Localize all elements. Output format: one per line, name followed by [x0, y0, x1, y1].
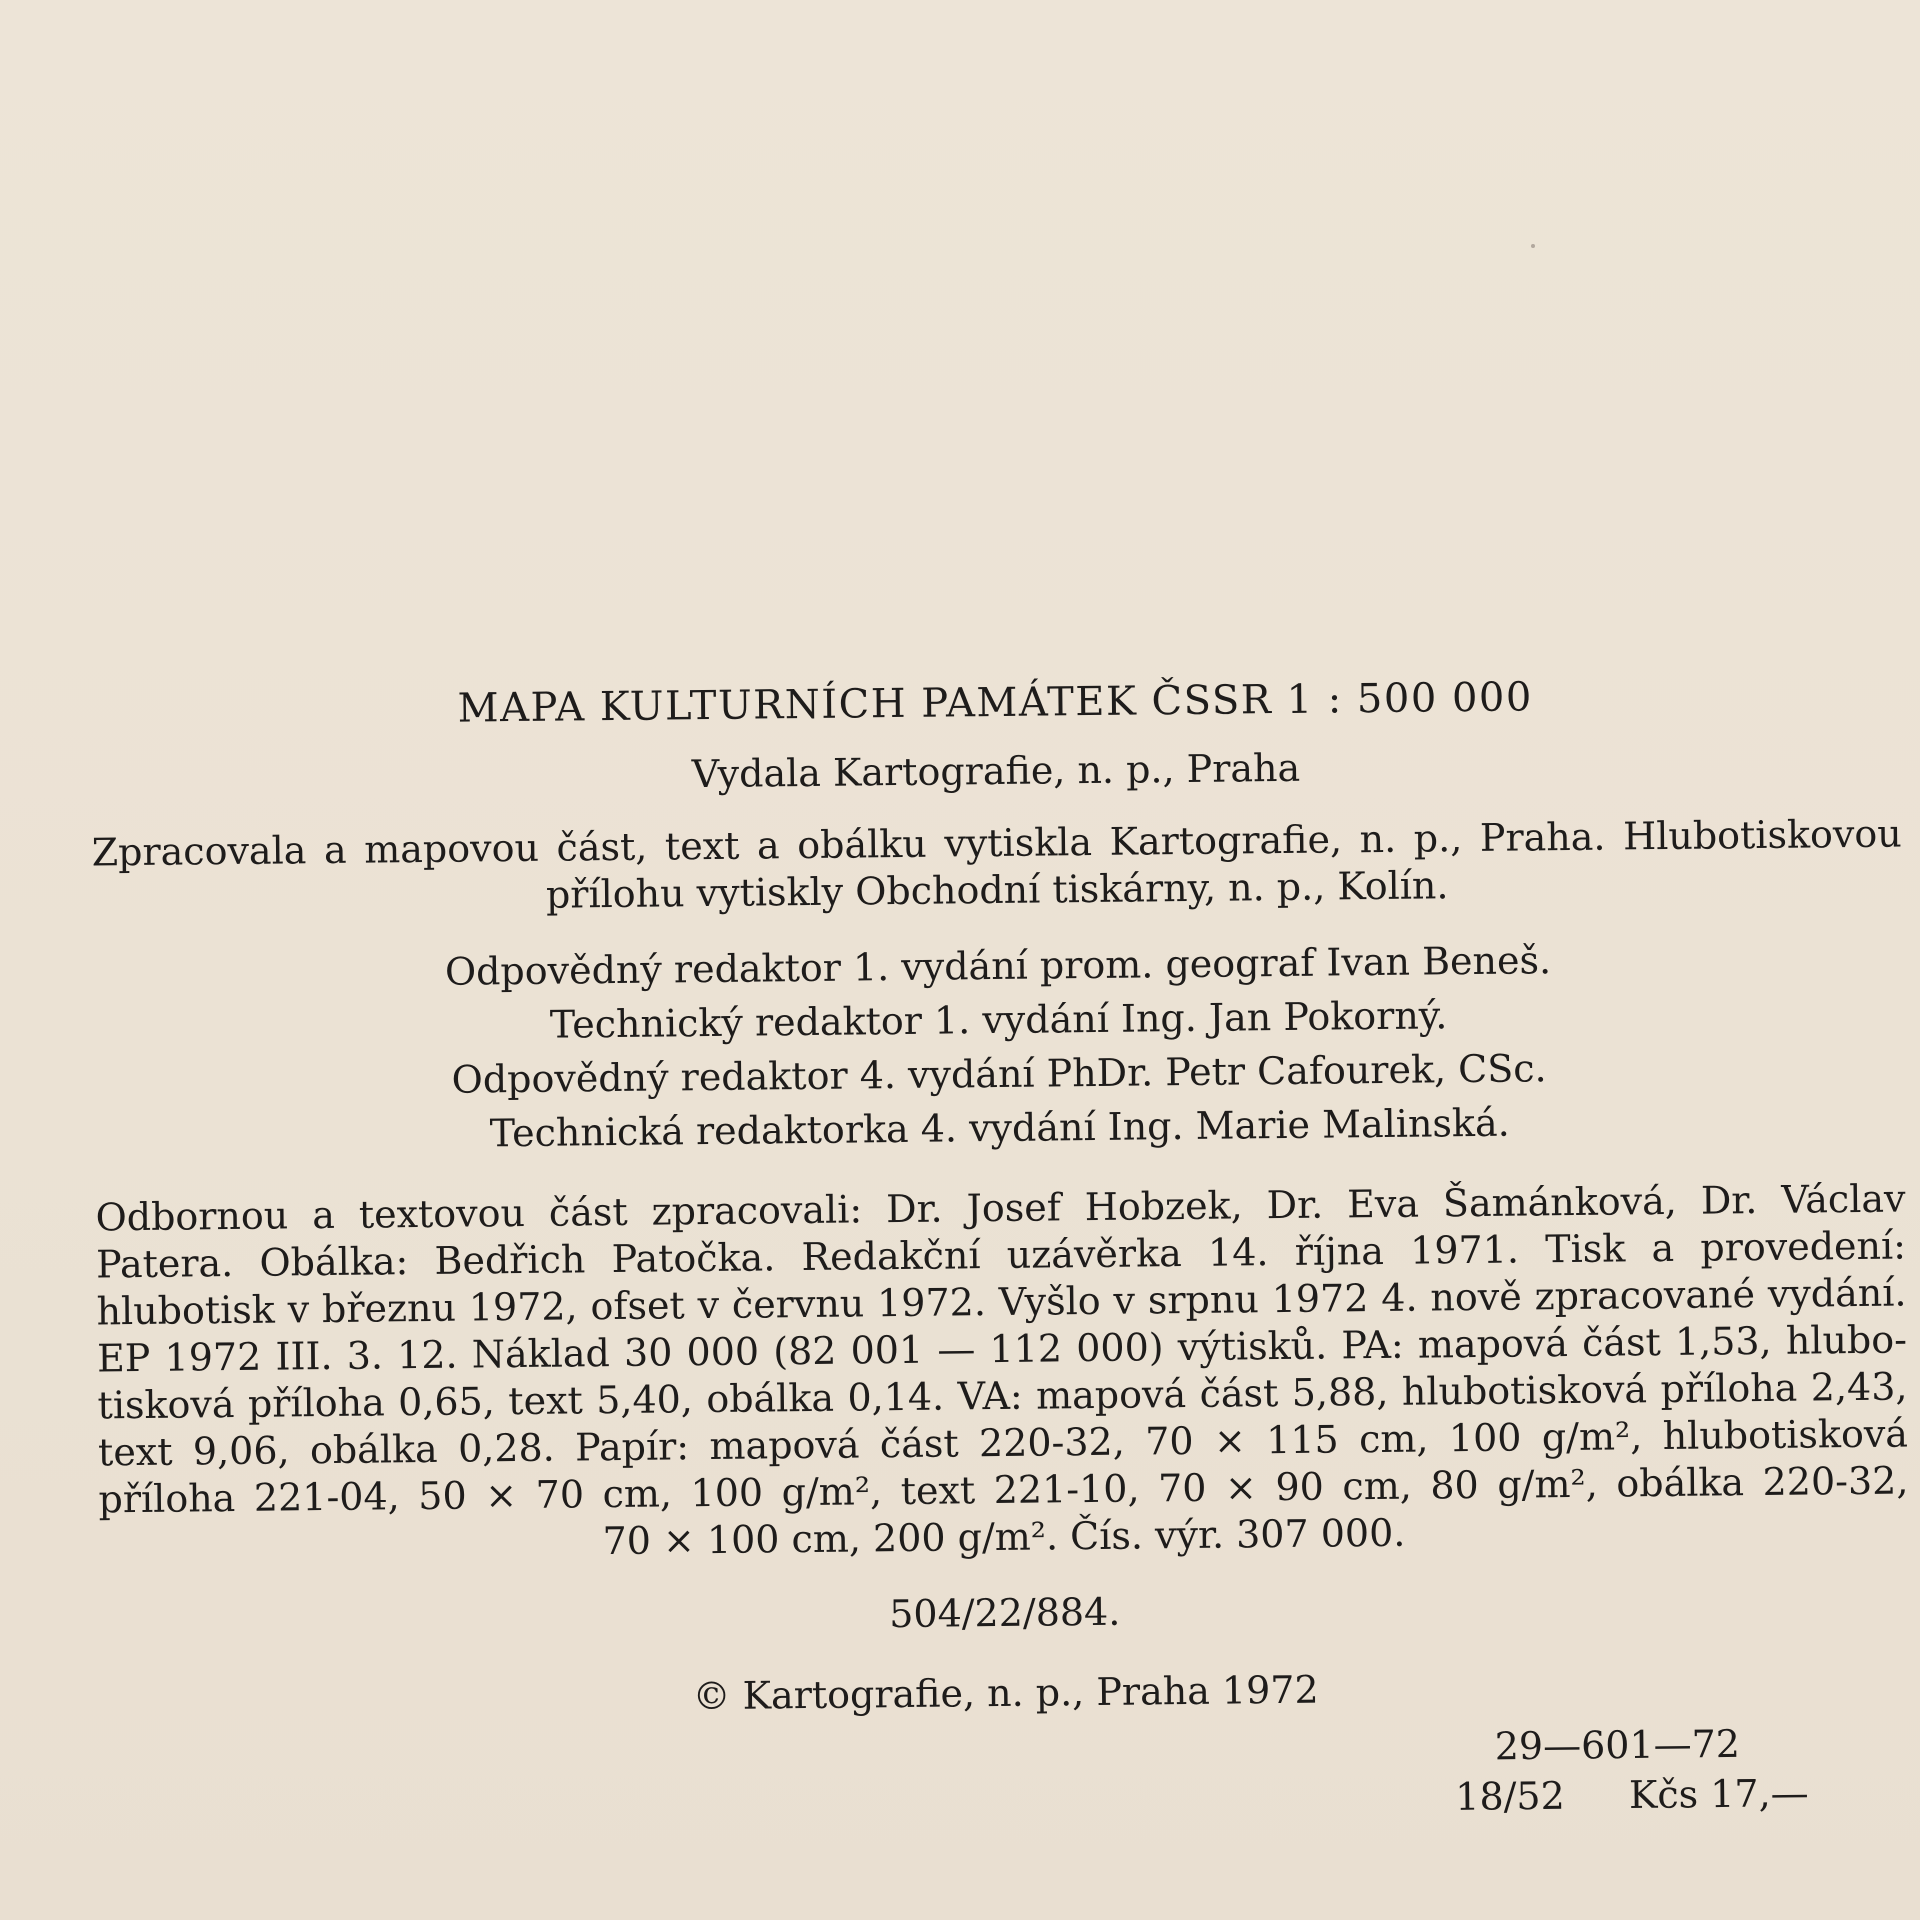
price-value: Kčs 17,—	[1628, 1771, 1809, 1818]
paper-speck	[1531, 244, 1535, 248]
map-title: MAPA KULTURNÍCH PAMÁTEK ČSSR 1 : 500 000	[457, 674, 1534, 732]
issue-number: 18/52	[1455, 1773, 1566, 1819]
publication-code: 29—601—72	[1494, 1721, 1741, 1769]
printing-line: Zpracovala a mapovou část, text a obálku vytiskla Kartografie, n. p., Praha. Hlubotiskovou	[91, 811, 1902, 875]
catalog-number: 504/22/884.	[888, 1589, 1121, 1637]
details-line: Patera. Obálka: Bedřich Patočka. Redakční uzávěrka 14. října 1971. Tisk a provedení:	[95, 1223, 1907, 1287]
editor-line: Technická redaktorka 4. vydání Ing. Marie Malinská.	[489, 1100, 1510, 1156]
details-line: příloha 221-04, 50 × 70 cm, 100 g/m², text 221-10, 70 × 90 cm, 80 g/m², obálka 220-32,	[98, 1458, 1909, 1522]
production-details	[95, 1175, 1909, 1569]
printing-line: přílohu vytiskly Obchodní tiskárny, n. p., Kolín.	[545, 863, 1449, 917]
details-line: 70 × 100 cm, 200 g/m². Čís. výr. 307 000.	[602, 1510, 1406, 1564]
details-line: EP 1972 III. 3. 12. Náklad 30 000 (82 001 — 112 000) výtisků. PA: mapová část 1,53, hlubo-	[96, 1317, 1908, 1381]
editor-line: Technický redaktor 1. vydání Ing. Jan Pokorný.	[549, 993, 1448, 1047]
details-line: hlubotisk v březnu 1972, ofset v červnu 1972. Vyšlo v srpnu 1972 4. nově zpracované vydání.	[96, 1270, 1907, 1334]
price-block	[1454, 1718, 1808, 1822]
details-line: text 9,06, obálka 0,28. Papír: mapová část 220-32, 70 × 115 cm, 100 g/m², hlubotisková	[97, 1411, 1909, 1475]
editor-line: Odpovědný redaktor 4. vydání PhDr. Petr Cafourek, CSc.	[451, 1046, 1547, 1102]
details-line: Odbornou a textovou část zpracovali: Dr. Josef Hobzek, Dr. Eva Šamánková, Dr. Václav	[95, 1176, 1906, 1240]
colophon	[90, 671, 1911, 1726]
publisher-line: Vydala Kartografie, n. p., Praha	[691, 745, 1301, 797]
details-line: tisková příloha 0,65, text 5,40, obálka 0,14. VA: mapová část 5,88, hlubotisková příloha 2,43,	[97, 1364, 1908, 1428]
copyright-line: © Kartografie, n. p., Praha 1972	[692, 1667, 1319, 1719]
editor-line: Odpovědný redaktor 1. vydání prom. geograf Ivan Beneš.	[444, 938, 1552, 994]
price-row	[1455, 1768, 1809, 1822]
